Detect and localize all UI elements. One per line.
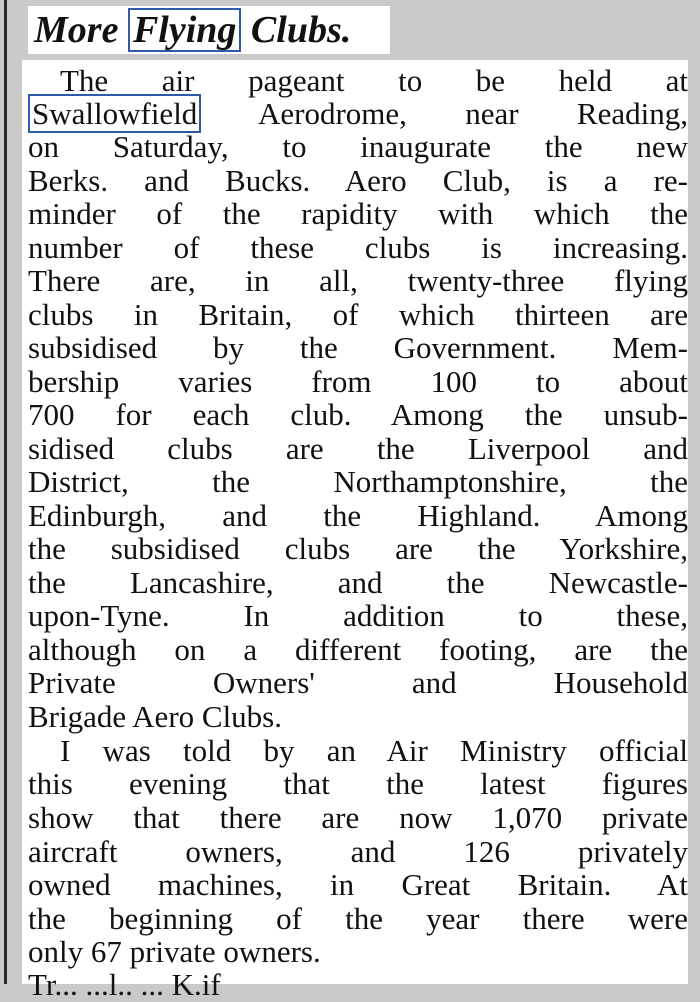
headline-highlighted-word: Flying: [128, 8, 241, 52]
article-line: Private Owners' and Household: [28, 665, 688, 700]
article-line: owned machines, in Great Britain. At: [28, 867, 688, 902]
article-line: the subsidised clubs are the Yorkshire,: [28, 531, 688, 566]
article-line: show that there are now 1,070 private: [28, 800, 688, 835]
article-line: The air pageant to be held at: [60, 63, 688, 98]
article-line: number of these clubs is increasing.: [28, 230, 688, 265]
article-line: subsidised by the Government. Mem-: [28, 330, 688, 365]
article-line: only 67 private owners.: [28, 934, 321, 969]
article-line: although on a different footing, are the: [28, 632, 688, 667]
article-line: upon-Tyne. In addition to these,: [28, 598, 688, 633]
article-body: [22, 60, 688, 1002]
article-line: Edinburgh, and the Highland. Among: [28, 498, 688, 533]
article-line: sidised clubs are the Liverpool and: [28, 431, 688, 466]
headline-prefix: More: [34, 9, 128, 51]
article-line: minder of the rapidity with which the: [28, 196, 688, 231]
article-line: Berks. and Bucks. Aero Club, is a re-: [28, 163, 688, 198]
article-line: aircraft owners, and 126 privately: [28, 834, 688, 869]
article-line: on Saturday, to inaugurate the new: [28, 129, 688, 164]
article-line: bership varies from 100 to about: [28, 364, 688, 399]
column-rule: [4, 0, 7, 984]
article-line: 700 for each club. Among the unsub-: [28, 397, 688, 432]
article-line: District, the Northamptonshire, the: [28, 464, 688, 499]
article-line: Swallowfield Aerodrome, near Reading,: [28, 97, 688, 130]
article-line: the beginning of the year there were: [28, 901, 688, 936]
article-line: I was told by an Air Ministry official: [60, 733, 688, 768]
article-line: this evening that the latest figures: [28, 766, 688, 801]
headline-suffix: Clubs.: [241, 9, 352, 51]
headline: [28, 6, 390, 54]
highlighted-word: Swallowfield: [28, 94, 201, 133]
article-line: clubs in Britain, of which thirteen are: [28, 297, 688, 332]
article-line: Brigade Aero Clubs.: [28, 699, 282, 734]
article-line: There are, in all, twenty-three flying: [28, 263, 688, 298]
cutoff-next-heading: Tr... ...l.. ... K.if: [28, 967, 221, 1002]
article-line: the Lancashire, and the Newcastle-: [28, 565, 688, 600]
